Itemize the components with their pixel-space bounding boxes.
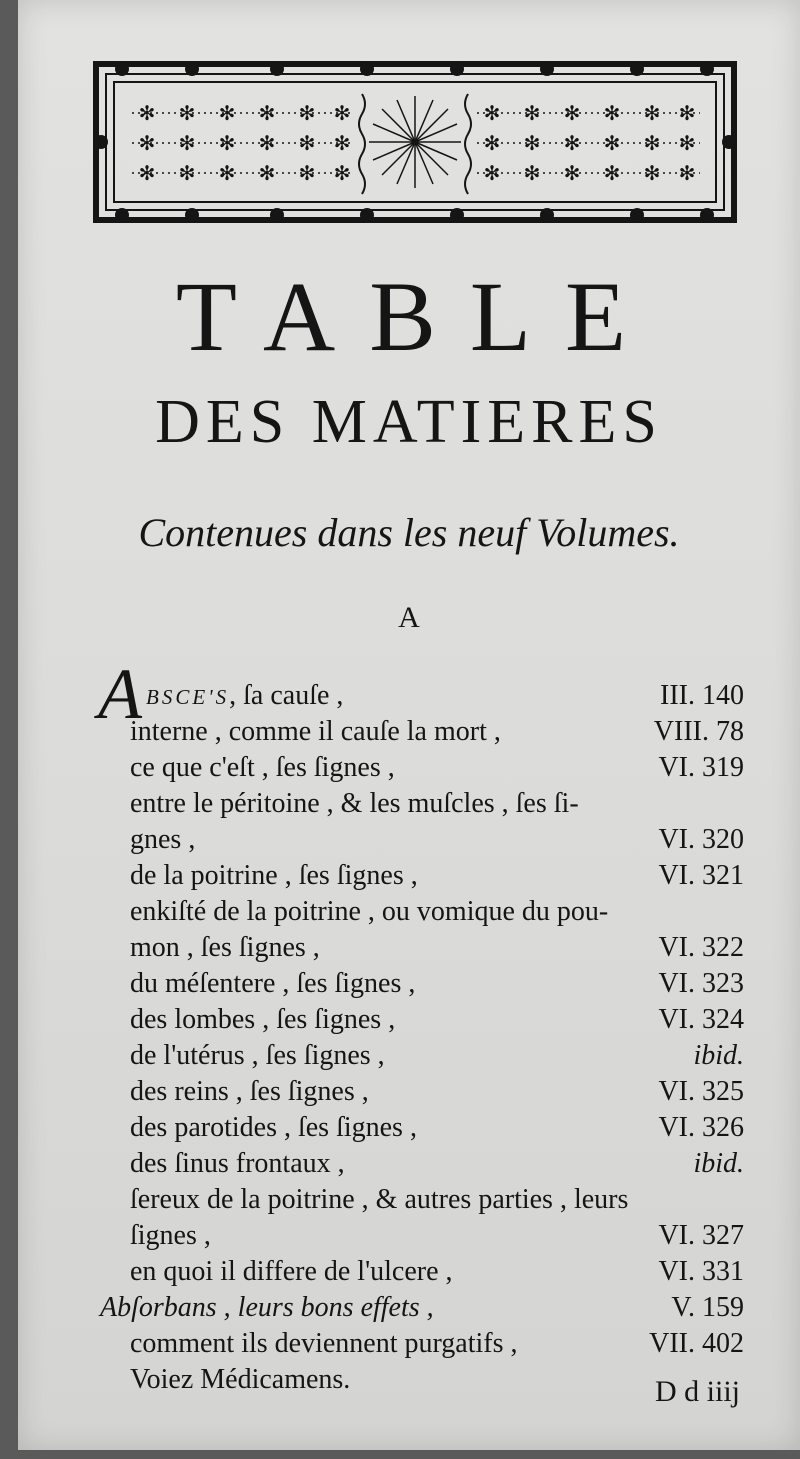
entry-text: Abſorbans , leurs bons effets ,	[100, 1292, 434, 1323]
svg-text:✻: ✻	[298, 101, 316, 125]
svg-text:✻: ✻	[563, 161, 581, 185]
svg-text:✻: ✻	[483, 101, 501, 125]
svg-text:✻: ✻	[138, 131, 156, 155]
entry-text: de l'utérus , ſes ſignes ,	[130, 1040, 385, 1071]
page-title: TABLE	[175, 261, 661, 372]
page-subtitle: DES MATIERES	[155, 388, 663, 456]
index-entry	[130, 750, 744, 786]
svg-text:✻: ✻	[333, 101, 351, 125]
entry-reference: VI. 331	[658, 1256, 744, 1287]
entry-reference: VI. 319	[658, 752, 744, 783]
entry-text	[146, 678, 343, 715]
svg-text:✻: ✻	[178, 161, 196, 185]
index-entry	[130, 1182, 744, 1218]
ornamental-headpiece	[92, 58, 738, 226]
svg-text:✻: ✻	[138, 101, 156, 125]
svg-text:✻: ✻	[563, 131, 581, 155]
entry-text: ce que c'eſt , ſes ſignes ,	[130, 752, 395, 783]
index-entry	[130, 786, 744, 822]
catchword-signature: D d iiij	[654, 1375, 740, 1408]
index-entry	[130, 1038, 744, 1074]
entry-reference: VI. 323	[658, 968, 744, 999]
index-entry	[130, 1002, 744, 1038]
index-entry	[130, 966, 744, 1002]
svg-text:✻: ✻	[483, 161, 501, 185]
entry-text: du méſentere , ſes ſignes ,	[130, 968, 416, 999]
index-entry	[130, 1218, 744, 1254]
entry-text: ſignes ,	[130, 1220, 211, 1251]
index-entry	[130, 1362, 744, 1398]
entry-reference: VI. 320	[658, 824, 744, 855]
entry-reference: VI. 325	[658, 1076, 744, 1107]
entry-reference: V. 159	[671, 1292, 744, 1323]
entry-reference: III. 140	[660, 680, 744, 711]
svg-text:✻: ✻	[218, 131, 236, 155]
entry-text: des parotides , ſes ſignes ,	[130, 1112, 417, 1143]
svg-text:✻: ✻	[218, 161, 236, 185]
index-entry	[130, 714, 744, 750]
entry-smallcaps: BSCE'S	[146, 685, 230, 709]
entry-text-rest: , ſa cauſe ,	[229, 680, 344, 711]
index-entry	[130, 822, 744, 858]
drop-cap: A	[98, 654, 142, 734]
index-entry	[130, 858, 744, 894]
book-page	[18, 0, 800, 1450]
entry-text: comment ils deviennent purgatifs ,	[130, 1328, 518, 1359]
entry-reference: VI. 327	[658, 1220, 744, 1251]
entry-text: mon , ſes ſignes ,	[130, 932, 320, 963]
index-entry	[130, 1110, 744, 1146]
index-entry	[146, 678, 744, 714]
entry-reference: ibid.	[693, 1148, 744, 1179]
entry-reference: VI. 324	[658, 1004, 744, 1035]
entry-reference: ibid.	[693, 1040, 744, 1071]
index-entry	[100, 1290, 744, 1326]
entry-reference: VIII. 78	[653, 716, 744, 747]
index-entry	[130, 1146, 744, 1182]
entry-text: en quoi il differe de l'ulcere ,	[130, 1256, 453, 1287]
svg-text:✻: ✻	[603, 131, 621, 155]
svg-text:✻: ✻	[603, 101, 621, 125]
svg-text:✻: ✻	[178, 101, 196, 125]
entry-text: des lombes , ſes ſignes ,	[130, 1004, 396, 1035]
svg-text:✻: ✻	[678, 101, 696, 125]
svg-text:✻: ✻	[523, 161, 541, 185]
entry-reference: VII. 402	[649, 1328, 744, 1359]
entry-text: Voiez Médicamens.	[130, 1364, 351, 1395]
entry-text: de la poitrine , ſes ſignes ,	[130, 860, 418, 891]
svg-text:✻: ✻	[258, 131, 276, 155]
svg-text:✻: ✻	[333, 131, 351, 155]
svg-text:✻: ✻	[678, 131, 696, 155]
index-entry	[130, 1326, 744, 1362]
entry-text: des reins , ſes ſignes ,	[130, 1076, 369, 1107]
entry-text: interne , comme il cauſe la mort ,	[130, 716, 501, 747]
svg-text:✻: ✻	[643, 131, 661, 155]
page-subsubtitle: Contenues dans les neuf Volumes.	[138, 510, 680, 555]
svg-text:✻: ✻	[178, 131, 196, 155]
entry-reference: VI. 326	[658, 1112, 744, 1143]
section-letter: A	[398, 601, 420, 634]
entry-text: gnes ,	[130, 824, 196, 855]
entry-reference: VI. 322	[658, 932, 744, 963]
index-entry	[130, 1074, 744, 1110]
entry-text: enkiſté de la poitrine , ou vomique du pou-	[130, 896, 609, 927]
entry-text: ſereux de la poitrine , & autres parties , leurs	[130, 1184, 629, 1215]
svg-text:✻: ✻	[483, 131, 501, 155]
entry-text: des ſinus frontaux ,	[130, 1148, 345, 1179]
index-entry	[130, 930, 744, 966]
svg-text:✻: ✻	[523, 131, 541, 155]
svg-text:✻: ✻	[298, 161, 316, 185]
svg-text:✻: ✻	[643, 101, 661, 125]
entry-text: entre le péritoine , & les muſcles , ſes ſi-	[130, 788, 579, 819]
svg-text:✻: ✻	[218, 101, 236, 125]
entry-reference: VI. 321	[658, 860, 744, 891]
svg-text:✻: ✻	[678, 161, 696, 185]
svg-text:✻: ✻	[298, 131, 316, 155]
svg-text:✻: ✻	[603, 161, 621, 185]
index-entry	[130, 894, 744, 930]
svg-text:✻: ✻	[563, 101, 581, 125]
svg-text:✻: ✻	[643, 161, 661, 185]
svg-text:✻: ✻	[333, 161, 351, 185]
svg-text:✻: ✻	[258, 101, 276, 125]
svg-text:✻: ✻	[138, 161, 156, 185]
svg-text:✻: ✻	[523, 101, 541, 125]
svg-text:✻: ✻	[258, 161, 276, 185]
index-entry	[130, 1254, 744, 1290]
